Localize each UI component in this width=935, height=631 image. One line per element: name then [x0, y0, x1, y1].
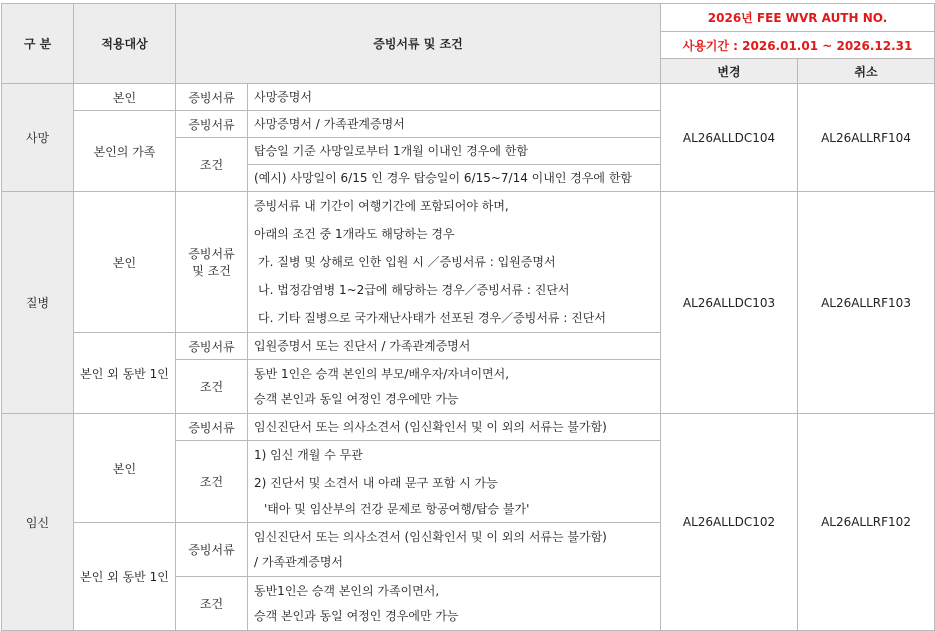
pregnancy-change-code: AL26ALLDC102: [661, 414, 798, 631]
pregnancy-companion-conditions: 동반1인은 승객 본인의 가족이면서, 승객 본인과 동일 여정인 경우에만 가능: [248, 577, 661, 631]
death-self-docs-label: 증빙서류: [176, 84, 248, 111]
pregnancy-self-cond-label: 조건: [176, 441, 248, 523]
category-illness: 질병: [2, 192, 74, 414]
pregnancy-cancel-code: AL26ALLRF102: [798, 414, 935, 631]
death-change-code: AL26ALLDC104: [661, 84, 798, 192]
pregnancy-self-target: 본인: [74, 414, 176, 523]
illness-cancel-code: AL26ALLRF103: [798, 192, 935, 414]
death-self-target: 본인: [74, 84, 176, 111]
death-family-cond-label: 조건: [176, 138, 248, 192]
pregnancy-self-docs-label: 증빙서류: [176, 414, 248, 441]
death-cancel-code: AL26ALLRF104: [798, 84, 935, 192]
illness-companion-docs: 입원증명서 또는 진단서 / 가족관계증명서: [248, 333, 661, 360]
death-family-docs-label: 증빙서류: [176, 111, 248, 138]
pregnancy-self-docs: 임신진단서 또는 의사소견서 (임신확인서 및 이 외의 서류는 불가함): [248, 414, 661, 441]
illness-change-code: AL26ALLDC103: [661, 192, 798, 414]
fee-waiver-table: [1, 3, 935, 631]
header-auth-no: 2026년 FEE WVR AUTH NO.: [661, 4, 935, 32]
illness-companion-cond-label: 조건: [176, 360, 248, 414]
category-pregnancy: 임신: [2, 414, 74, 631]
illness-self-docs-cond-label: 증빙서류 및 조건: [176, 192, 248, 333]
header-docs: 증빙서류 및 조건: [176, 4, 661, 84]
illness-companion-docs-label: 증빙서류: [176, 333, 248, 360]
pregnancy-companion-docs-label: 증빙서류: [176, 523, 248, 577]
death-family-cond-1: 탑승일 기준 사망일로부터 1개월 이내인 경우에 한함: [248, 138, 661, 165]
death-family-docs: 사망증명서 / 가족관계증명서: [248, 111, 661, 138]
header-target: 적용대상: [74, 4, 176, 84]
illness-companion-conditions: 동반 1인은 승객 본인의 부모/배우자/자녀이면서, 승객 본인과 동일 여정인 경우에만 가능: [248, 360, 661, 414]
category-death: 사망: [2, 84, 74, 192]
pregnancy-companion-docs: 임신진단서 또는 의사소견서 (임신확인서 및 이 외의 서류는 불가함) / 가족관계증명서: [248, 523, 661, 577]
illness-self-target: 본인: [74, 192, 176, 333]
pregnancy-companion-cond-label: 조건: [176, 577, 248, 631]
death-family-cond-2: (예시) 사망일이 6/15 인 경우 탑승일이 6/15~7/14 이내인 경우에 한함: [248, 165, 661, 192]
pregnancy-self-conditions: 1) 임신 개월 수 무관 2) 진단서 및 소견서 내 아래 문구 포함 시 가능 '태아 및 임산부의 건강 문제로 항공여행/탑승 불가': [248, 441, 661, 523]
death-family-target: 본인의 가족: [74, 111, 176, 192]
illness-companion-target: 본인 외 동반 1인: [74, 333, 176, 414]
header-category: 구 분: [2, 4, 74, 84]
header-cancel: 취소: [798, 59, 935, 84]
header-period: 사용기간 : 2026.01.01 ~ 2026.12.31: [661, 32, 935, 59]
pregnancy-companion-target: 본인 외 동반 1인: [74, 523, 176, 631]
header-change: 변경: [661, 59, 798, 84]
death-self-docs: 사망증명서: [248, 84, 661, 111]
illness-self-conditions: 증빙서류 내 기간이 여행기간에 포함되어야 하며, 아래의 조건 중 1개라도 해당하는 경우 가. 질병 및 상해로 인한 입원 시 ／증빙서류 : 입원증명서 나. 법정감염병 1~2급에 해당하는 경우／증빙서류 : 진단서 다. 기타 질병으로 국가재난사태가 선포된 경우／증빙서류 : 진단서: [248, 192, 661, 333]
